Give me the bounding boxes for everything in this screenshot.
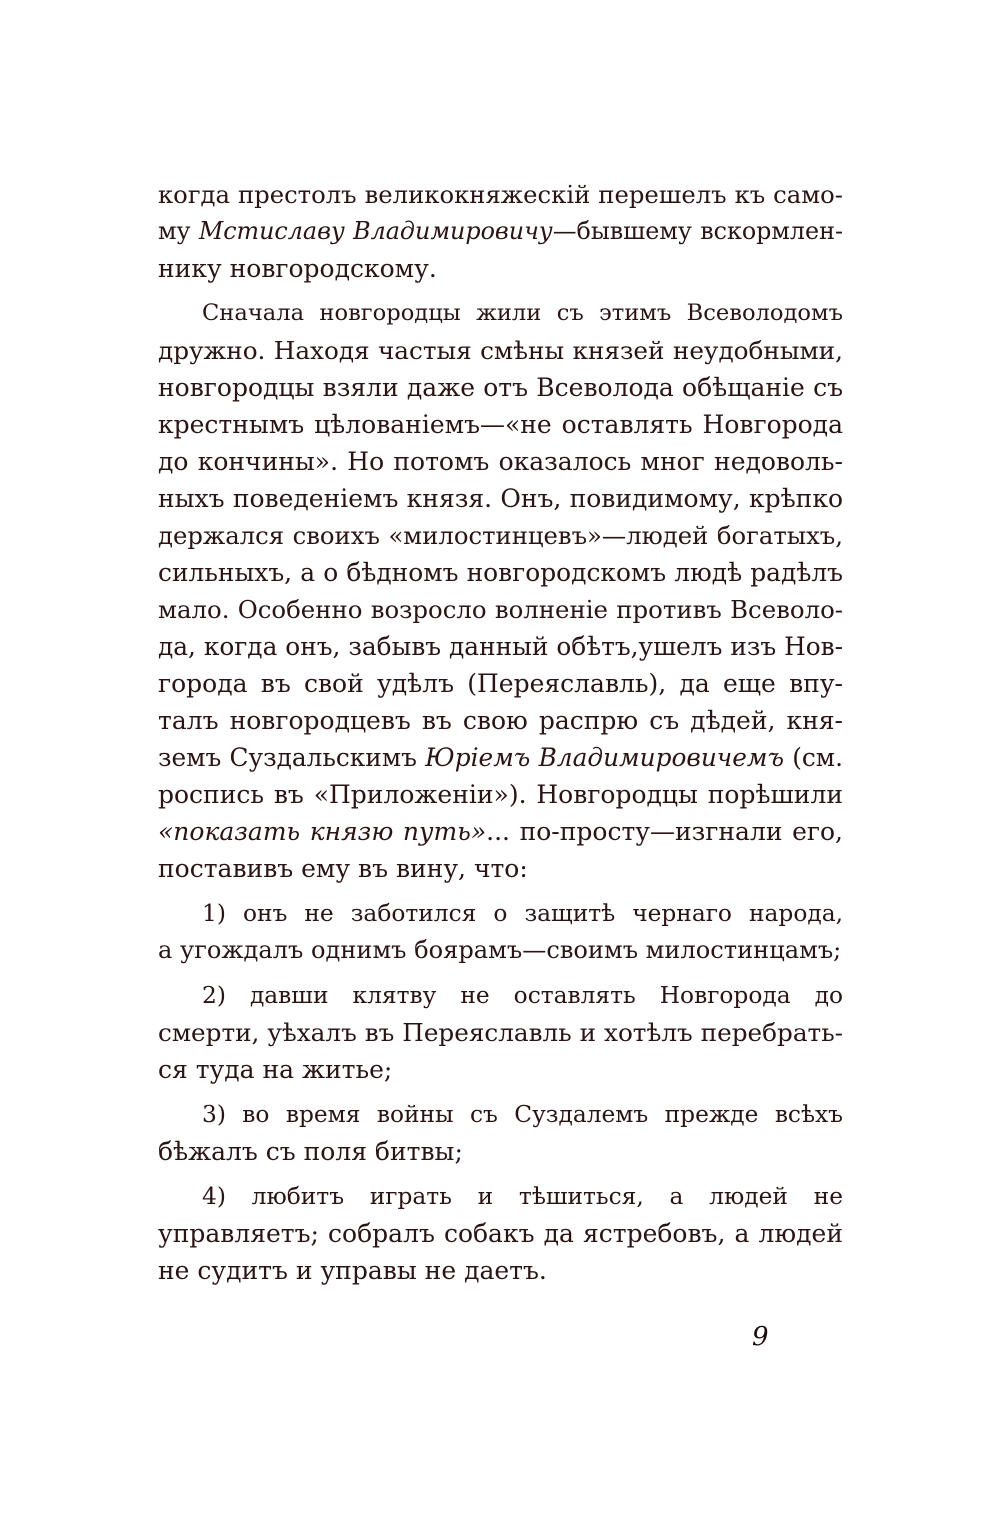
text-segment: талъ новгородцевъ въ свою распрю съ дѣдей, кня- bbox=[158, 706, 843, 735]
text-segment: сильныхъ, а о бѣдномъ новгородскомъ людѣ радѣлъ bbox=[158, 558, 843, 587]
text-segment: роспись въ «Приложеніи»). Новгородцы порѣшили bbox=[158, 780, 843, 809]
text-line bbox=[158, 1215, 843, 1252]
paragraph bbox=[158, 895, 843, 969]
text-line bbox=[158, 591, 843, 628]
text-segment: мало. Особенно возросло волненіе противъ Всеволо- bbox=[158, 595, 843, 624]
text-segment: нику новгородскому. bbox=[158, 254, 437, 283]
text-segment: му bbox=[158, 217, 199, 245]
text-segment: да, когда онъ, забывъ данный обѣтъ,ушелъ изъ Нов- bbox=[158, 632, 843, 661]
text-line bbox=[158, 1252, 843, 1289]
text-segment: 1) онъ не заботился о защитѣ чернаго народа, bbox=[202, 900, 843, 927]
text-line bbox=[158, 250, 843, 287]
text-line bbox=[158, 1051, 843, 1088]
paragraph bbox=[158, 295, 843, 887]
text-segment: (см. bbox=[783, 743, 843, 772]
paragraph-gap bbox=[158, 287, 843, 295]
text-segment: когда престолъ великокняжескій перешелъ къ само- bbox=[158, 180, 843, 209]
text-line bbox=[158, 213, 843, 250]
text-segment: до кончины». Но потомъ оказалось мног недоволь- bbox=[158, 447, 843, 476]
paragraph bbox=[158, 1096, 843, 1170]
text-segment: дружно. Находя частыя смѣны князей неудобными, bbox=[158, 336, 843, 365]
paragraph-gap bbox=[158, 1088, 843, 1096]
text-line bbox=[158, 850, 843, 887]
paragraph bbox=[158, 977, 843, 1088]
text-line bbox=[158, 517, 843, 554]
text-line bbox=[158, 406, 843, 443]
text-line bbox=[158, 628, 843, 665]
italic-segment: «показать князю путь» bbox=[158, 817, 487, 846]
italic-segment: Юріемъ Владимировичемъ bbox=[425, 743, 784, 772]
text-segment: поставивъ ему въ вину, что: bbox=[158, 854, 528, 883]
text-segment: города въ свой удѣлъ (Переяславль), да еще впу- bbox=[158, 669, 843, 698]
text-segment: ныхъ поведеніемъ князя. Онъ, повидимому, крѣпко bbox=[158, 484, 843, 513]
text-segment: ся туда на житье; bbox=[158, 1055, 393, 1084]
text-line bbox=[158, 295, 843, 332]
text-line bbox=[158, 665, 843, 702]
paragraph bbox=[158, 1178, 843, 1289]
text-line bbox=[158, 369, 843, 406]
text-segment: а угождалъ однимъ боярамъ—своимъ милостинцамъ; bbox=[158, 936, 842, 964]
text-line bbox=[158, 1096, 843, 1133]
italic-segment: Мстиславу Владимировичу bbox=[198, 217, 553, 245]
text-line bbox=[158, 554, 843, 591]
page-number: 9 bbox=[752, 1322, 769, 1352]
paragraph-gap bbox=[158, 969, 843, 977]
text-segment: 2) давши клятву не оставлять Новгорода до bbox=[202, 982, 843, 1009]
text-line bbox=[158, 813, 843, 850]
text-segment: новгородцы взяли даже отъ Всеволода обѣщаніе съ bbox=[158, 373, 843, 402]
text-segment: 4) любитъ играть и тѣшиться, а людей не bbox=[202, 1183, 843, 1210]
text-line bbox=[158, 977, 843, 1014]
text-segment: управляетъ; собралъ собакъ да ястребовъ, а людей bbox=[158, 1219, 843, 1248]
text-line bbox=[158, 932, 843, 969]
text-segment: бѣжалъ съ поля битвы; bbox=[158, 1137, 463, 1166]
body-text bbox=[158, 176, 843, 1289]
text-segment: —бывшему вскормлен- bbox=[552, 217, 843, 245]
text-segment: крестнымъ цѣлованіемъ—«не оставлять Новгорода bbox=[158, 410, 843, 439]
text-line bbox=[158, 332, 843, 369]
text-line bbox=[158, 1014, 843, 1051]
text-line bbox=[158, 1133, 843, 1170]
paragraph bbox=[158, 176, 843, 287]
text-segment: Сначала новгородцы жили съ этимъ Всеволодомъ bbox=[202, 300, 843, 326]
text-line bbox=[158, 739, 843, 776]
paragraph-gap bbox=[158, 1170, 843, 1178]
text-segment: земъ Суздальскимъ bbox=[158, 743, 426, 772]
text-segment: не судитъ и управы не даетъ. bbox=[158, 1256, 547, 1285]
text-segment: держался своихъ «милостинцевъ»—людей богатыхъ, bbox=[158, 521, 843, 550]
text-line bbox=[158, 480, 843, 517]
text-line bbox=[158, 895, 843, 932]
text-line bbox=[158, 443, 843, 480]
text-segment: ... по-просту—изгнали его, bbox=[486, 817, 843, 846]
text-segment: смерти, уѣхалъ въ Переяславль и хотѣлъ перебрать- bbox=[158, 1018, 843, 1047]
text-segment: 3) во время войны съ Суздалемъ прежде всѣхъ bbox=[202, 1101, 843, 1128]
text-line bbox=[158, 1178, 843, 1215]
text-line bbox=[158, 702, 843, 739]
text-line bbox=[158, 776, 843, 813]
paragraph-gap bbox=[158, 887, 843, 895]
text-line bbox=[158, 176, 843, 213]
